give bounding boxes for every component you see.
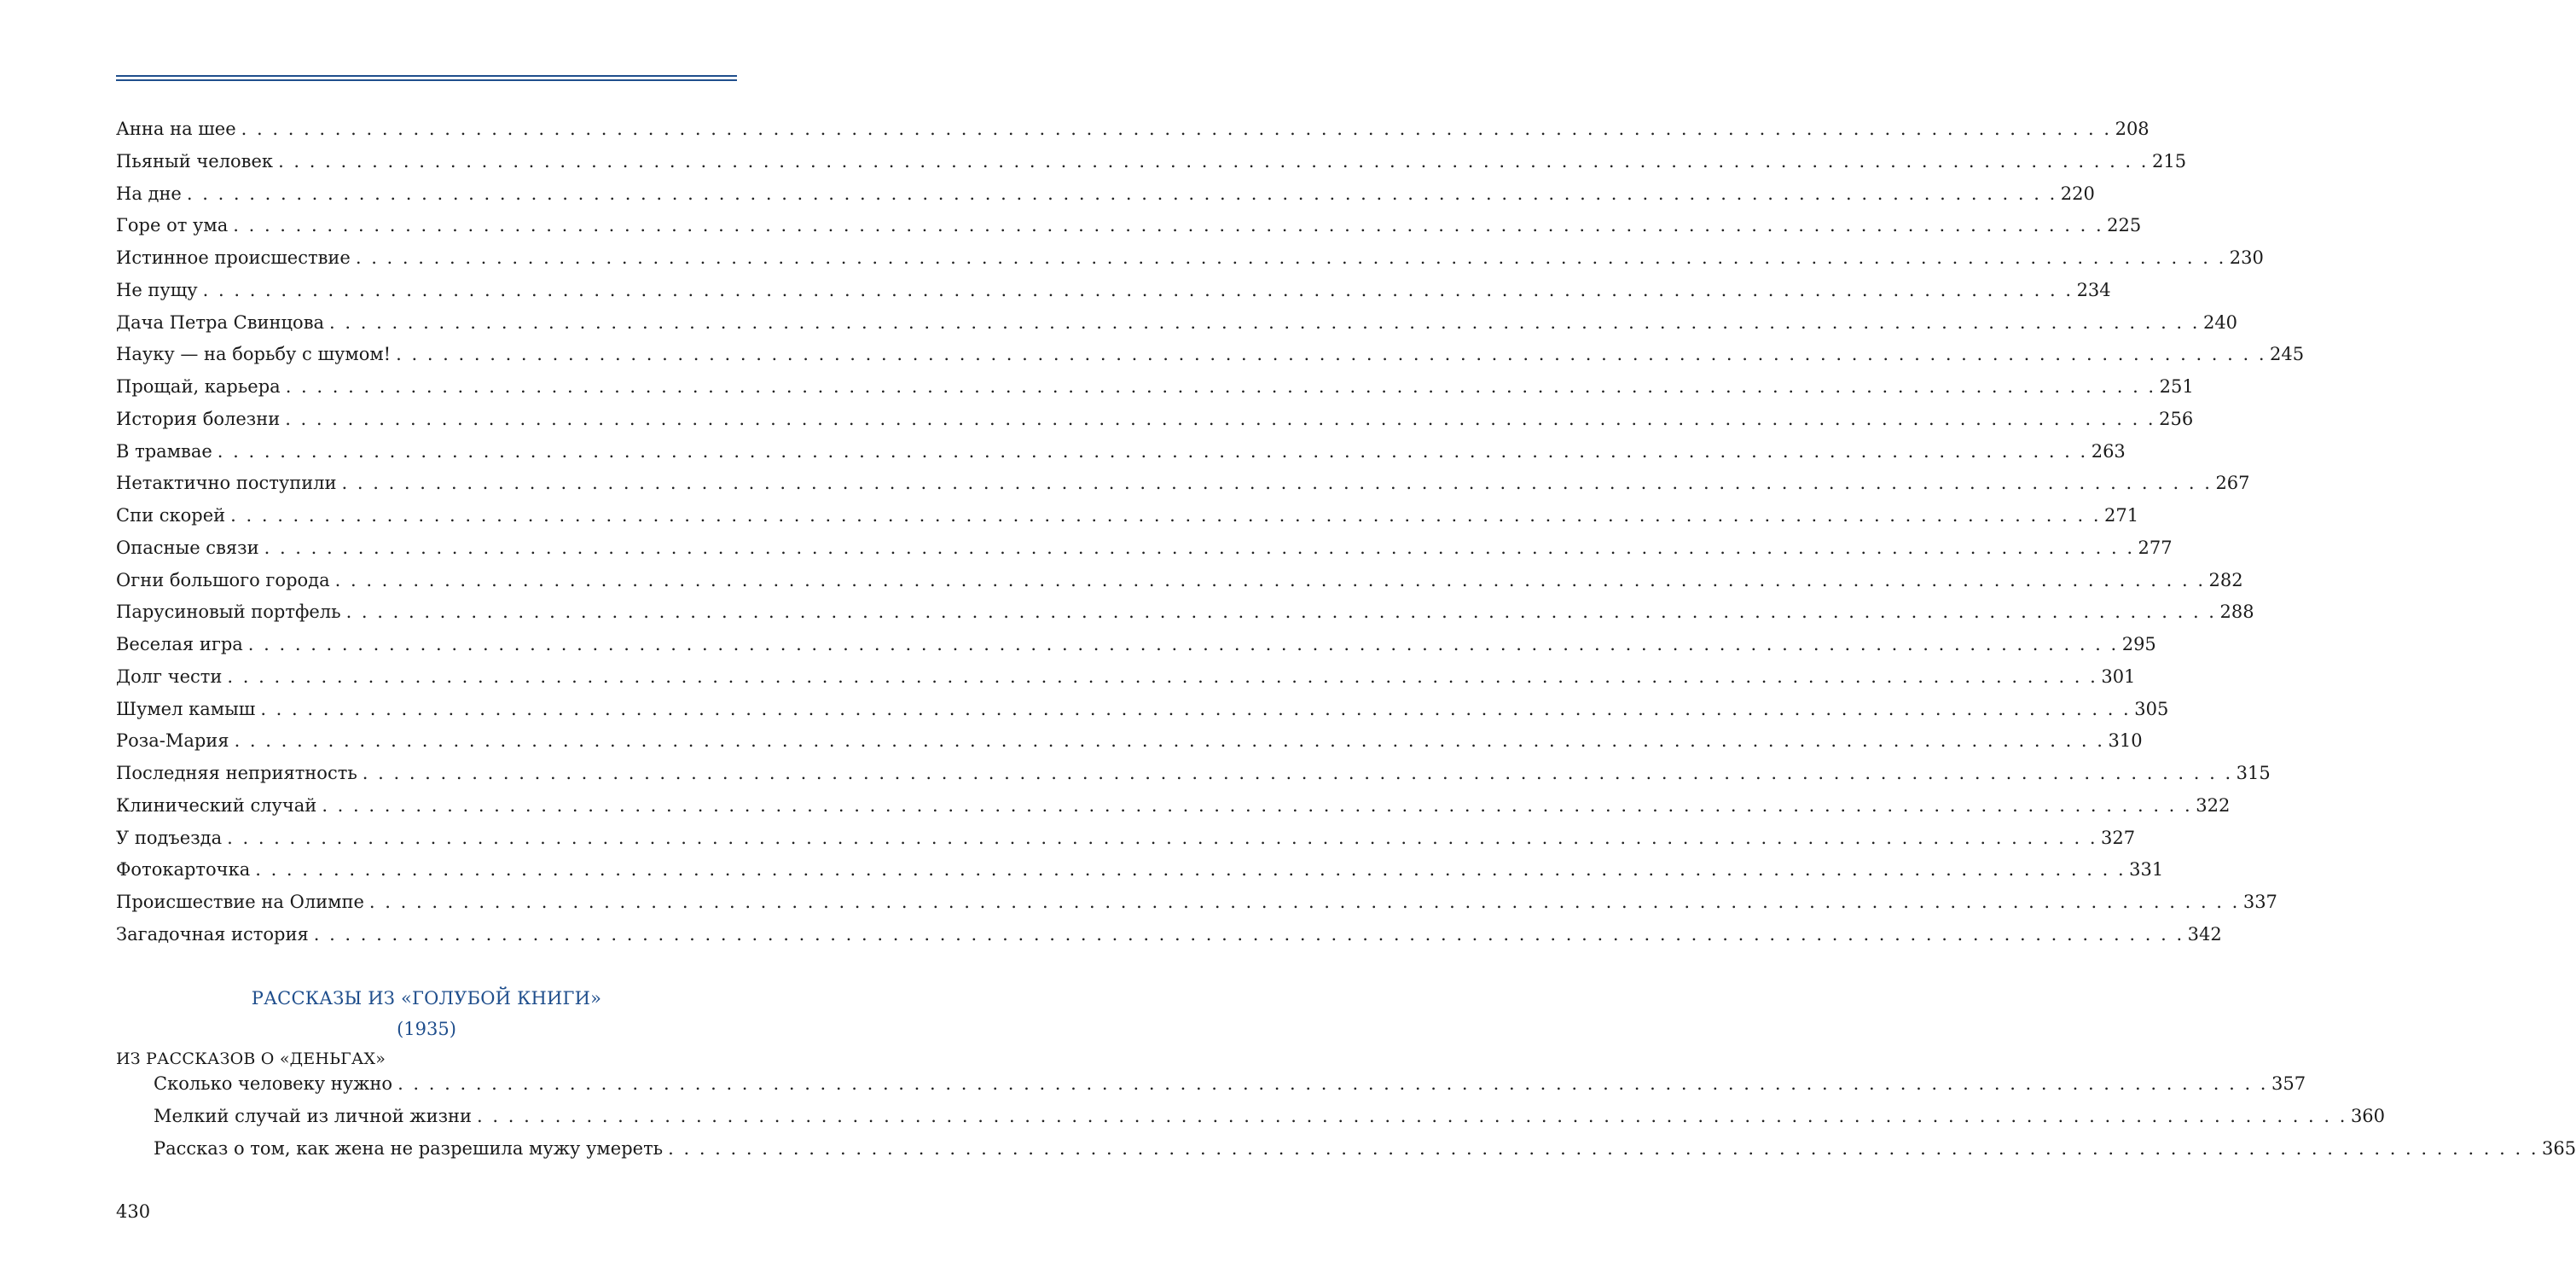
toc-entry xyxy=(116,758,2271,790)
toc-entry xyxy=(116,339,2305,371)
dot-leader: . . . . . . . . . . . . . . . . . . . . . . . . . . . . . . . . . . . . . . . . . . . . . . . . . . . . . . . . . . . . . . . . . . . . . . . . . . . . . . . . . . . . . . . . . . . . . . . . . . . . . . . . . . . . . . . . . . . . . . . . xyxy=(329,311,2200,333)
subsection-heading: ИЗ РАССКАЗОВ О «ДЕНЬГАХ» xyxy=(116,1049,386,1068)
toc-entry-title: В трамвае xyxy=(116,436,218,468)
toc-entry xyxy=(116,919,2222,951)
toc-entry-title: Долг чести xyxy=(116,661,227,694)
toc-entry-page: 282 xyxy=(2208,569,2243,590)
dot-leader: . . . . . . . . . . . . . . . . . . . . . . . . . . . . . . . . . . . . . . . . . . . . . . . . . . . . . . . . . . . . . . . . . . . . . . . . . . . . . . . . . . . . . . . . . . . . . . . . . . . . . . . . . . . . . . . . . . . . . . . . xyxy=(247,634,2119,654)
toc-entry xyxy=(116,725,2143,758)
toc-entry-page: 288 xyxy=(2219,602,2254,623)
toc-entry xyxy=(116,629,2156,661)
toc-entry xyxy=(154,1101,2386,1133)
toc-entry-title: Нетактично поступили xyxy=(116,468,342,500)
toc-entry xyxy=(116,468,2250,500)
toc-entry xyxy=(116,275,2111,307)
toc-entry-page: 245 xyxy=(2270,344,2305,365)
dot-leader: . . . . . . . . . . . . . . . . . . . . . . . . . . . . . . . . . . . . . . . . . . . . . . . . . . . . . . . . . . . . . . . . . . . . . . . . . . . . . . . . . . . . . . . . . . . . . . . . . . . . . . . . . . . . . . . . . . . . . . . . xyxy=(227,827,2098,848)
toc-entry-page: 331 xyxy=(2129,859,2164,881)
toc-entry xyxy=(116,790,2231,823)
toc-entry xyxy=(154,1068,2306,1101)
toc-entry xyxy=(116,596,2254,629)
toc-entry-page: 315 xyxy=(2236,763,2271,783)
toc-entry xyxy=(116,371,2194,404)
toc-entry-title: Парусиновый портфель xyxy=(116,596,346,629)
toc-entry-title: Истинное происшествие xyxy=(116,242,356,275)
toc-entry-page: 295 xyxy=(2121,634,2156,654)
dot-leader: . . . . . . . . . . . . . . . . . . . . . . . . . . . . . . . . . . . . . . . . . . . . . . . . . . . . . . . . . . . . . . . . . . . . . . . . . . . . . . . . . . . . . . . . . . . . . . . . . . . . . . . . . . . . . . . . . . . . . . . . xyxy=(233,215,2104,236)
toc-entry-page: 251 xyxy=(2159,376,2194,397)
toc-entry-page: 271 xyxy=(2104,505,2139,526)
toc-entry xyxy=(116,854,2164,887)
header-double-rule xyxy=(116,75,737,81)
toc-entry-title: Мелкий случай из личной жизни xyxy=(154,1101,477,1133)
dot-leader: . . . . . . . . . . . . . . . . . . . . . . . . . . . . . . . . . . . . . . . . . . . . . . . . . . . . . . . . . . . . . . . . . . . . . . . . . . . . . . . . . . . . . . . . . . . . . . . . . . . . . . . . . . . . . . . . . . . . . . . . xyxy=(334,569,2206,590)
toc-entry-page: 360 xyxy=(2350,1105,2386,1126)
dot-leader: . . . . . . . . . . . . . . . . . . . . . . . . . . . . . . . . . . . . . . . . . . . . . . . . . . . . . . . . . . . . . . . . . . . . . . . . . . . . . . . . . . . . . . . . . . . . . . . . . . . . . . . . . . . . . . . . . . . . . . . . xyxy=(186,183,2057,204)
toc-entry-title: Роза-Мария xyxy=(116,725,235,758)
toc-entry-page: 220 xyxy=(2060,183,2095,204)
dot-leader: . . . . . . . . . . . . . . . . . . . . . . . . . . . . . . . . . . . . . . . . . . . . . . . . . . . . . . . . . . . . . . . . . . . . . . . . . . . . . . . . . . . . . . . . . . . . . . . . . . . . . . . . . . . . . . . . . . . . . . . . xyxy=(368,892,2240,912)
toc-entry xyxy=(116,694,2169,726)
toc-entry-page: 240 xyxy=(2202,311,2238,333)
section-year: (1935) xyxy=(397,1019,456,1039)
page-number: 430 xyxy=(116,1201,151,1222)
toc-entry-page: 310 xyxy=(2108,730,2143,752)
toc-entry-page: 256 xyxy=(2159,408,2194,429)
toc-entry xyxy=(116,210,2142,242)
toc-entry xyxy=(116,500,2139,532)
toc-entry xyxy=(116,242,2264,275)
toc-entry-page: 357 xyxy=(2271,1073,2306,1094)
subsection-contents xyxy=(154,1068,2576,1165)
toc-entry-title: Науку — на борьбу с шумом! xyxy=(116,339,396,371)
table-of-contents xyxy=(116,113,2305,951)
toc-entry-title: Происшествие на Олимпе xyxy=(116,887,369,919)
toc-entry-page: 327 xyxy=(2101,827,2136,848)
toc-entry-title: Рассказ о том, как жена не разрешила мужу умереть xyxy=(154,1133,668,1166)
toc-entry-page: 208 xyxy=(2115,119,2150,139)
section-title: РАССКАЗЫ ИЗ «ГОЛУБОЙ КНИГИ» xyxy=(251,988,602,1009)
toc-entry-page: 337 xyxy=(2242,892,2277,912)
dot-leader: . . . . . . . . . . . . . . . . . . . . . . . . . . . . . . . . . . . . . . . . . . . . . . . . . . . . . . . . . . . . . . . . . . . . . . . . . . . . . . . . . . . . . . . . . . . . . . . . . . . . . . . . . . . . . . . . . . . . . . . . xyxy=(345,602,2217,623)
toc-entry xyxy=(116,532,2173,565)
toc-entry xyxy=(116,146,2187,178)
toc-entry-title: Спи скорей xyxy=(116,500,230,532)
dot-leader: . . . . . . . . . . . . . . . . . . . . . . . . . . . . . . . . . . . . . . . . . . . . . . . . . . . . . . . . . . . . . . . . . . . . . . . . . . . . . . . . . . . . . . . . . . . . . . . . . . . . . . . . . . . . . . . . . . . . . . . . xyxy=(217,440,2088,462)
dot-leader: . . . . . . . . . . . . . . . . . . . . . . . . . . . . . . . . . . . . . . . . . . . . . . . . . . . . . . . . . . . . . . . . . . . . . . . . . . . . . . . . . . . . . . . . . . . . . . . . . . . . . . . . . . . . . . . . . . . . . . . . xyxy=(396,344,2267,365)
dot-leader: . . . . . . . . . . . . . . . . . . . . . . . . . . . . . . . . . . . . . . . . . . . . . . . . . . . . . . . . . . . . . . . . . . . . . . . . . . . . . . . . . . . . . . . . . . . . . . . . . . . . . . . . . . . . . . . . . . . . . . . . xyxy=(202,279,2074,300)
toc-entry-title: Пьяный человек xyxy=(116,146,278,178)
toc-entry xyxy=(116,113,2150,146)
toc-entry xyxy=(116,436,2126,468)
toc-entry-title: Анна на шее xyxy=(116,113,241,146)
toc-entry xyxy=(154,1133,2576,1166)
toc-entry-page: 234 xyxy=(2076,279,2111,300)
dot-leader: . . . . . . . . . . . . . . . . . . . . . . . . . . . . . . . . . . . . . . . . . . . . . . . . . . . . . . . . . . . . . . . . . . . . . . . . . . . . . . . . . . . . . . . . . . . . . . . . . . . . . . . . . . . . . . . . . . . . . . . . xyxy=(227,666,2098,687)
dot-leader: . . . . . . . . . . . . . . . . . . . . . . . . . . . . . . . . . . . . . . . . . . . . . . . . . . . . . . . . . . . . . . . . . . . . . . . . . . . . . . . . . . . . . . . . . . . . . . . . . . . . . . . . . . . . . . . . . . . . . . . . xyxy=(285,376,2156,397)
dot-leader: . . . . . . . . . . . . . . . . . . . . . . . . . . . . . . . . . . . . . . . . . . . . . . . . . . . . . . . . . . . . . . . . . . . . . . . . . . . . . . . . . . . . . . . . . . . . . . . . . . . . . . . . . . . . . . . . . . . . . . . . xyxy=(477,1105,2347,1126)
dot-leader: . . . . . . . . . . . . . . . . . . . . . . . . . . . . . . . . . . . . . . . . . . . . . . . . . . . . . . . . . . . . . . . . . . . . . . . . . . . . . . . . . . . . . . . . . . . . . . . . . . . . . . . . . . . . . . . . . . . . . . . . xyxy=(668,1137,2539,1159)
dot-leader: . . . . . . . . . . . . . . . . . . . . . . . . . . . . . . . . . . . . . . . . . . . . . . . . . . . . . . . . . . . . . . . . . . . . . . . . . . . . . . . . . . . . . . . . . . . . . . . . . . . . . . . . . . . . . . . . . . . . . . . . xyxy=(241,119,2112,139)
dot-leader: . . . . . . . . . . . . . . . . . . . . . . . . . . . . . . . . . . . . . . . . . . . . . . . . . . . . . . . . . . . . . . . . . . . . . . . . . . . . . . . . . . . . . . . . . . . . . . . . . . . . . . . . . . . . . . . . . . . . . . . . xyxy=(313,923,2184,945)
dot-leader: . . . . . . . . . . . . . . . . . . . . . . . . . . . . . . . . . . . . . . . . . . . . . . . . . . . . . . . . . . . . . . . . . . . . . . . . . . . . . . . . . . . . . . . . . . . . . . . . . . . . . . . . . . . . . . . . . . . . . . . . xyxy=(260,698,2132,719)
toc-entry-page: 277 xyxy=(2138,537,2173,558)
toc-entry xyxy=(116,887,2277,919)
toc-entry-page: 305 xyxy=(2134,698,2169,719)
toc-entry-page: 267 xyxy=(2215,473,2250,494)
toc-entry xyxy=(116,307,2238,340)
toc-entry-page: 301 xyxy=(2101,666,2136,687)
toc-entry-page: 225 xyxy=(2107,215,2142,236)
toc-entry-page: 342 xyxy=(2187,923,2222,945)
dot-leader: . . . . . . . . . . . . . . . . . . . . . . . . . . . . . . . . . . . . . . . . . . . . . . . . . . . . . . . . . . . . . . . . . . . . . . . . . . . . . . . . . . . . . . . . . . . . . . . . . . . . . . . . . . . . . . . . . . . . . . . . xyxy=(230,505,2102,526)
toc-entry-page: 263 xyxy=(2091,440,2126,462)
toc-entry-title: Дача Петра Свинцова xyxy=(116,307,329,340)
toc-entry-page: 322 xyxy=(2196,794,2231,816)
toc-entry-title: Огни большого города xyxy=(116,565,335,597)
toc-entry-title: Не пущу xyxy=(116,275,203,307)
toc-entry-title: Загадочная история xyxy=(116,919,314,951)
toc-entry-title: Клинический случай xyxy=(116,790,322,823)
toc-entry-page: 365 xyxy=(2542,1137,2576,1159)
toc-entry-title: Шумел камыш xyxy=(116,694,260,726)
toc-entry-title: Прощай, карьера xyxy=(116,371,286,404)
toc-entry-title: На дне xyxy=(116,178,187,211)
dot-leader: . . . . . . . . . . . . . . . . . . . . . . . . . . . . . . . . . . . . . . . . . . . . . . . . . . . . . . . . . . . . . . . . . . . . . . . . . . . . . . . . . . . . . . . . . . . . . . . . . . . . . . . . . . . . . . . . . . . . . . . . xyxy=(285,408,2156,429)
dot-leader: . . . . . . . . . . . . . . . . . . . . . . . . . . . . . . . . . . . . . . . . . . . . . . . . . . . . . . . . . . . . . . . . . . . . . . . . . . . . . . . . . . . . . . . . . . . . . . . . . . . . . . . . . . . . . . . . . . . . . . . . xyxy=(278,150,2149,172)
toc-entry xyxy=(116,565,2243,597)
toc-entry xyxy=(116,823,2136,855)
dot-leader: . . . . . . . . . . . . . . . . . . . . . . . . . . . . . . . . . . . . . . . . . . . . . . . . . . . . . . . . . . . . . . . . . . . . . . . . . . . . . . . . . . . . . . . . . . . . . . . . . . . . . . . . . . . . . . . . . . . . . . . . xyxy=(355,247,2226,268)
dot-leader: . . . . . . . . . . . . . . . . . . . . . . . . . . . . . . . . . . . . . . . . . . . . . . . . . . . . . . . . . . . . . . . . . . . . . . . . . . . . . . . . . . . . . . . . . . . . . . . . . . . . . . . . . . . . . . . . . . . . . . . . xyxy=(397,1073,2268,1094)
toc-entry-title: Последняя неприятность xyxy=(116,758,363,790)
toc-entry-title: Фотокарточка xyxy=(116,854,255,887)
toc-entry xyxy=(116,178,2095,211)
dot-leader: . . . . . . . . . . . . . . . . . . . . . . . . . . . . . . . . . . . . . . . . . . . . . . . . . . . . . . . . . . . . . . . . . . . . . . . . . . . . . . . . . . . . . . . . . . . . . . . . . . . . . . . . . . . . . . . . . . . . . . . . xyxy=(255,859,2126,881)
toc-entry-title: Веселая игра xyxy=(116,629,248,661)
dot-leader: . . . . . . . . . . . . . . . . . . . . . . . . . . . . . . . . . . . . . . . . . . . . . . . . . . . . . . . . . . . . . . . . . . . . . . . . . . . . . . . . . . . . . . . . . . . . . . . . . . . . . . . . . . . . . . . . . . . . . . . . xyxy=(341,473,2213,494)
toc-entry-title: Опасные связи xyxy=(116,532,264,565)
dot-leader: . . . . . . . . . . . . . . . . . . . . . . . . . . . . . . . . . . . . . . . . . . . . . . . . . . . . . . . . . . . . . . . . . . . . . . . . . . . . . . . . . . . . . . . . . . . . . . . . . . . . . . . . . . . . . . . . . . . . . . . . xyxy=(362,763,2233,783)
toc-entry xyxy=(116,404,2194,436)
dot-leader: . . . . . . . . . . . . . . . . . . . . . . . . . . . . . . . . . . . . . . . . . . . . . . . . . . . . . . . . . . . . . . . . . . . . . . . . . . . . . . . . . . . . . . . . . . . . . . . . . . . . . . . . . . . . . . . . . . . . . . . . xyxy=(234,730,2105,752)
dot-leader: . . . . . . . . . . . . . . . . . . . . . . . . . . . . . . . . . . . . . . . . . . . . . . . . . . . . . . . . . . . . . . . . . . . . . . . . . . . . . . . . . . . . . . . . . . . . . . . . . . . . . . . . . . . . . . . . . . . . . . . . xyxy=(322,794,2193,816)
toc-entry-page: 230 xyxy=(2229,247,2264,268)
toc-entry xyxy=(116,661,2136,694)
dot-leader: . . . . . . . . . . . . . . . . . . . . . . . . . . . . . . . . . . . . . . . . . . . . . . . . . . . . . . . . . . . . . . . . . . . . . . . . . . . . . . . . . . . . . . . . . . . . . . . . . . . . . . . . . . . . . . . . . . . . . . . . xyxy=(264,537,2135,558)
toc-entry-title: Горе от ума xyxy=(116,210,233,242)
toc-entry-title: Сколько человеку нужно xyxy=(154,1068,397,1101)
toc-entry-title: У подъезда xyxy=(116,823,227,855)
toc-entry-page: 215 xyxy=(2151,150,2187,172)
toc-entry-title: История болезни xyxy=(116,404,285,436)
